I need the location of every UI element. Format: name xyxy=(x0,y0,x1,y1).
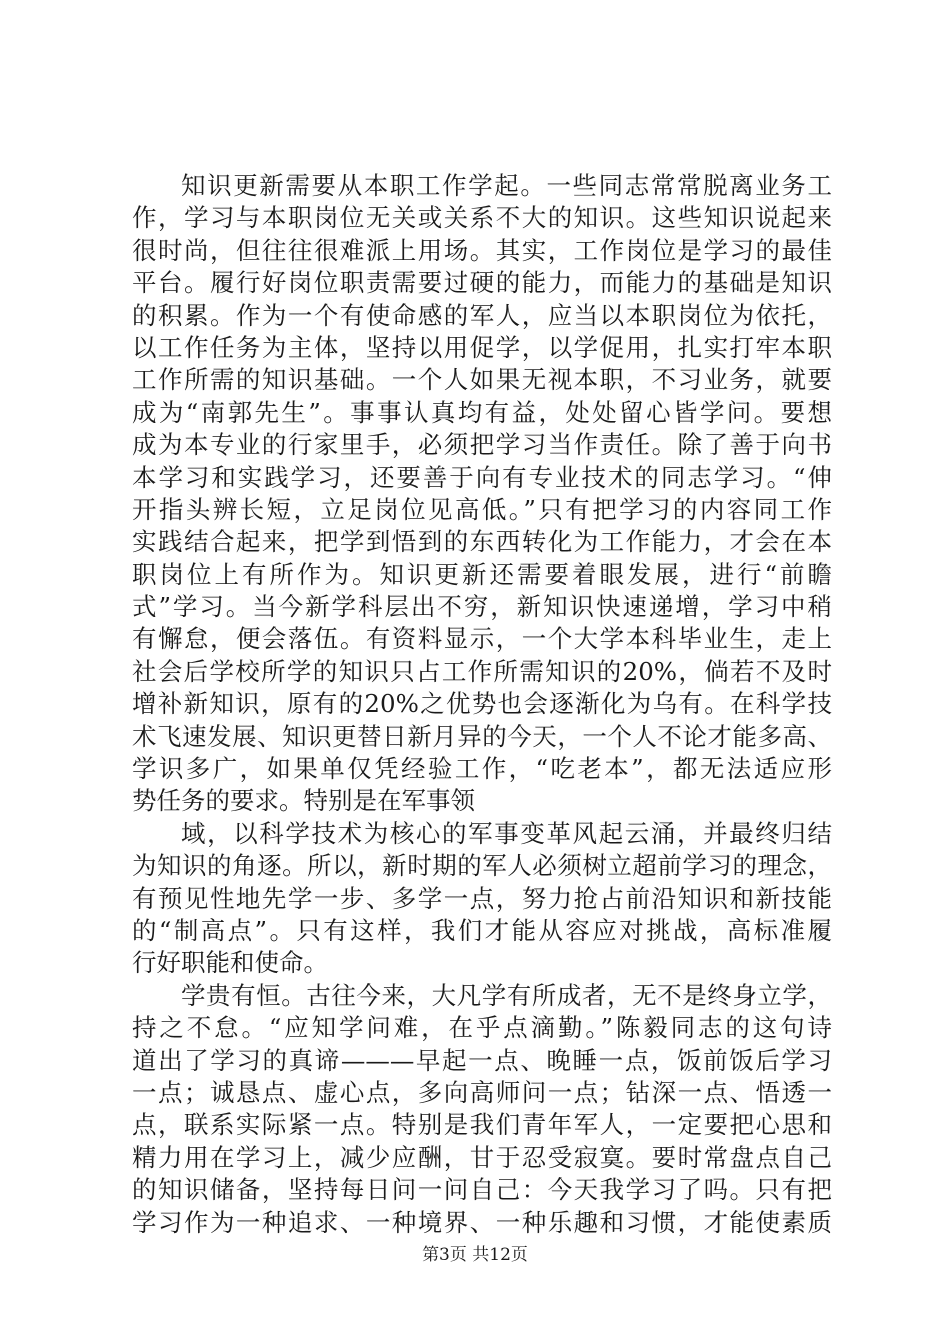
page-number-footer: 第3页 共12页 xyxy=(422,1245,528,1265)
text-line: 的积累。作为一个有使命感的军人，应当以本职岗位为依托， xyxy=(132,300,832,330)
text-line: 实践结合起来，把学到悟到的东西转化为工作能力，才会在本 xyxy=(132,527,832,557)
text-line: 本学习和实践学习，还要善于向有专业技术的同志学习。“伸 xyxy=(132,462,832,492)
text-line: 势任务的要求。特别是在军事领 xyxy=(132,786,475,816)
text-line: 学习作为一种追求、一种境界、一种乐趣和习惯，才能使素质 xyxy=(132,1207,832,1237)
text-line: 有懈怠，便会落伍。有资料显示，一个大学本科毕业生，走上 xyxy=(132,624,832,654)
text-line: 式”学习。当今新学科层出不穷，新知识快速递增，学习中稍 xyxy=(132,592,832,622)
text-line: 一点；诚恳点、虚心点，多向高师问一点；钻深一点、悟透一 xyxy=(132,1077,832,1107)
text-line: 域，以科学技术为核心的军事变革风起云涌，并最终归结 xyxy=(181,818,832,848)
text-line: 成为“南郭先生”。事事认真均有益，处处留心皆学问。要想 xyxy=(132,397,832,427)
text-line: 有预见性地先学一步、多学一点，努力抢占前沿知识和新技能 xyxy=(132,883,832,913)
paragraph xyxy=(132,980,832,1239)
text-line: 成为本专业的行家里手，必须把学习当作责任。除了善于向书 xyxy=(132,430,832,460)
text-line: 平台。履行好岗位职责需要过硬的能力，而能力的基础是知识 xyxy=(132,268,832,298)
text-line: 道出了学习的真谛———早起一点、晚睡一点，饭前饭后学习 xyxy=(132,1045,832,1075)
text-line: 社会后学校所学的知识只占工作所需知识的20%，倘若不及时 xyxy=(132,656,832,686)
text-line: 以工作任务为主体，坚持以用促学，以学促用，扎实打牢本职 xyxy=(132,332,832,362)
text-line: 职岗位上有所作为。知识更新还需要着眼发展，进行“前瞻 xyxy=(132,559,832,589)
text-line: 为知识的角逐。所以，新时期的军人必须树立超前学习的理念， xyxy=(132,851,832,881)
paragraph xyxy=(132,170,832,818)
text-line: 知识更新需要从本职工作学起。一些同志常常脱离业务工 xyxy=(181,171,832,200)
text-line: 增补新知识，原有的20%之优势也会逐渐化为乌有。在科学技 xyxy=(132,689,832,719)
paragraph xyxy=(132,818,832,980)
text-line: 行好职能和使命。 xyxy=(132,948,328,978)
text-line: 学贵有恒。古往今来，大凡学有所成者，无不是终身立学， xyxy=(181,980,832,1010)
text-line: 持之不怠。“应知学问难，在乎点滴勤。”陈毅同志的这句诗 xyxy=(132,1013,832,1043)
text-line: 精力用在学习上，减少应酬，甘于忍受寂寞。要时常盘点自己 xyxy=(132,1142,832,1172)
text-line: 的“制高点”。只有这样，我们才能从容应对挑战，高标准履 xyxy=(132,915,832,945)
text-line: 作，学习与本职岗位无关或关系不大的知识。这些知识说起来 xyxy=(132,203,832,233)
text-line: 点，联系实际紧一点。特别是我们青年军人，一定要把心思和 xyxy=(132,1110,832,1140)
text-line: 很时尚，但往往很难派上用场。其实，工作岗位是学习的最佳 xyxy=(132,235,832,265)
text-line: 开指头辨长短，立足岗位见高低。”只有把学习的内容同工作 xyxy=(132,494,832,524)
text-line: 的知识储备，坚持每日问一问自己：今天我学习了吗。只有把 xyxy=(132,1175,832,1205)
text-line: 学识多广，如果单仅凭经验工作，“吃老本”，都无法适应形 xyxy=(132,754,832,784)
text-line: 术飞速发展、知识更替日新月异的今天，一个人不论才能多高、 xyxy=(132,721,832,751)
text-line: 工作所需的知识基础。一个人如果无视本职，不习业务，就要 xyxy=(132,365,832,395)
body-text xyxy=(132,170,832,1239)
